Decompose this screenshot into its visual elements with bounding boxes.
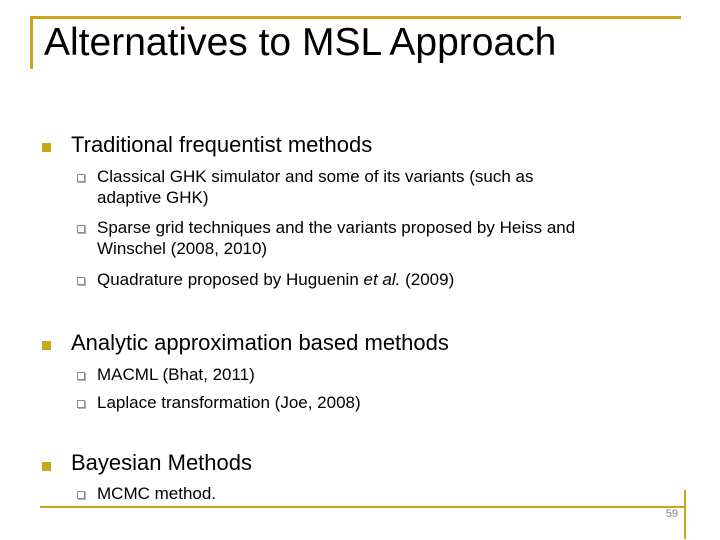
sub-bullet-icon	[77, 225, 85, 233]
list-item	[97, 269, 454, 290]
sub-bullet-icon	[77, 372, 85, 380]
section-bullet-icon	[42, 143, 51, 152]
list-item-line: MACML (Bhat, 2011)	[97, 365, 255, 384]
sub-bullet-icon	[77, 491, 85, 499]
sub-bullet-icon	[77, 174, 85, 182]
section-heading: Traditional frequentist methods	[71, 132, 373, 157]
list-item-text: Quadrature proposed by Huguenin	[97, 270, 364, 289]
footer-corner-rule	[684, 490, 686, 539]
sub-bullet-icon	[77, 277, 85, 285]
section-heading: Bayesian Methods	[71, 450, 252, 475]
list-item-italic: et al.	[363, 270, 401, 289]
list-item-text: (2009)	[400, 270, 455, 289]
slide-title: Alternatives to MSL Approach	[44, 21, 557, 64]
section-bullet-icon	[42, 341, 51, 350]
list-item-line: adaptive GHK)	[97, 188, 209, 207]
list-item-line: Classical GHK simulator and some of its variants (such as	[97, 167, 534, 186]
list-item-line: Laplace transformation (Joe, 2008)	[97, 393, 361, 412]
page-number: 59	[665, 508, 678, 520]
list-item-line: Winschel (2008, 2010)	[97, 239, 268, 258]
list-item-line: MCMC method.	[97, 484, 217, 503]
list-item-line: Sparse grid techniques and the variants proposed by Heiss and	[97, 218, 576, 237]
section-bullet-icon	[42, 462, 51, 471]
sub-bullet-icon	[77, 400, 85, 408]
footer-rule	[40, 506, 685, 508]
section-heading: Analytic approximation based methods	[71, 330, 449, 355]
